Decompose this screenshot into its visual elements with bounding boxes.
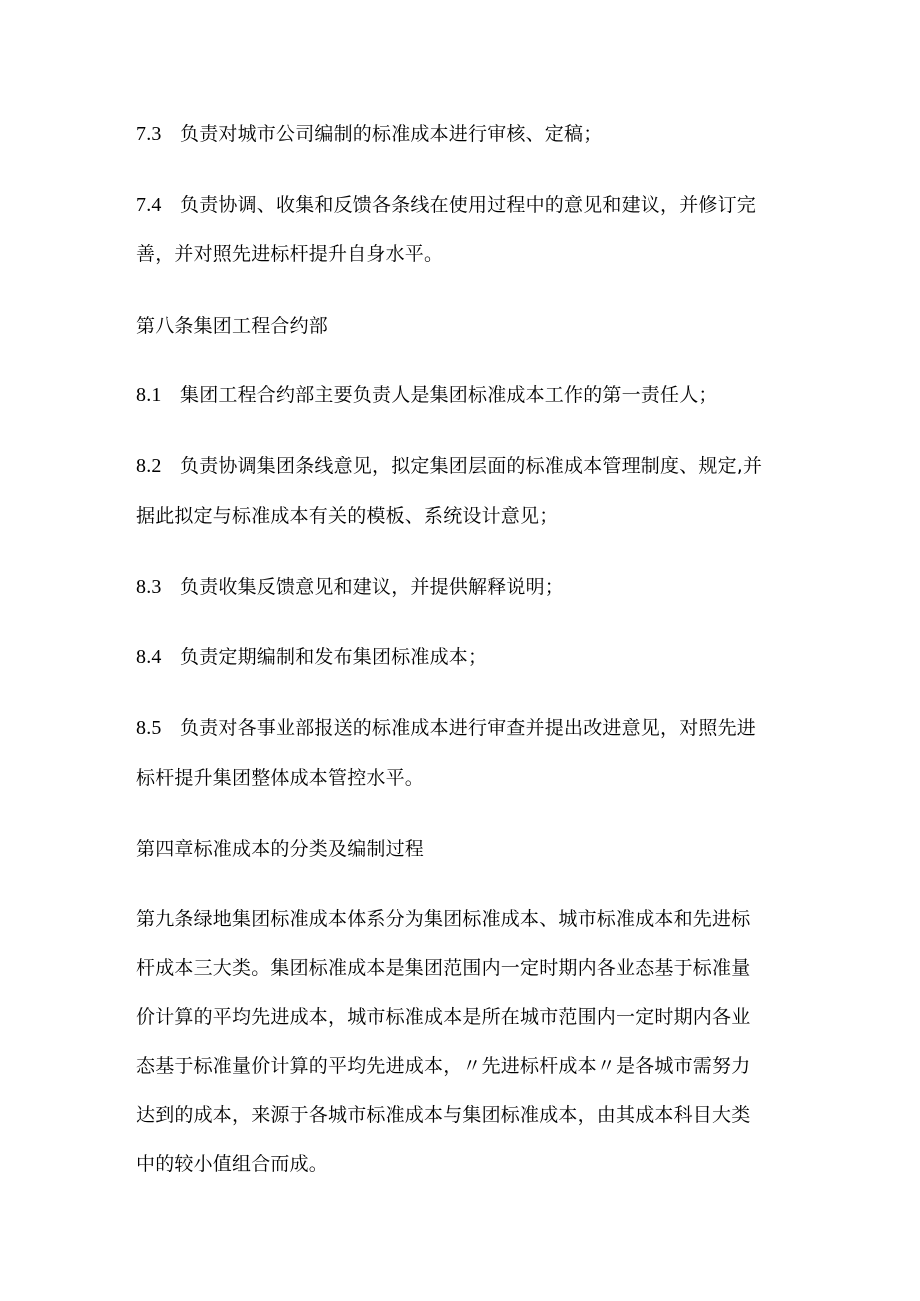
paragraph-text: 达到的成本，来源于各城市标准成本与集团标准成本，由其成本科目大类 [136,1104,751,1126]
paragraph-line [136,955,796,981]
item-7-4 [136,192,796,218]
item-text: 负责收集反馈意见和建议，并提供解释说明； [180,576,565,598]
item-8-5 [136,715,796,741]
item-text: 负责对城市公司编制的标准成本进行审核、定稿； [180,123,603,145]
item-number: 8.5 [136,717,162,739]
paragraph-text: 第九条绿地集团标准成本体系分为集团标准成本、城市标准成本和先进标 [136,908,751,930]
item-text: 善，并对照先进标杆提升自身水平。 [136,243,444,265]
paragraph-text: 中的较小值组合而成。 [136,1153,329,1175]
item-8-3 [136,574,796,600]
heading-text: 第八条集团工程合约部 [136,315,329,337]
paragraph-line [136,1102,796,1128]
paragraph-text: 态基于标准量价计算的平均先进成本，〃先进标杆成本〃是各城市需努力 [136,1055,751,1077]
item-8-2-continued [136,503,796,529]
item-text: 负责协调集团条线意见，拟定集团层面的标准成本管理制度、规定,并 [180,455,763,477]
item-number: 7.4 [136,194,162,216]
paragraph-line [136,1151,796,1177]
heading-text: 第四章标准成本的分类及编制过程 [136,838,425,860]
item-number: 8.1 [136,384,162,406]
item-text: 据此拟定与标准成本有关的模板、系统设计意见； [136,505,559,527]
paragraph-text: 价计算的平均先进成本，城市标准成本是所在城市范围内一定时期内各业 [136,1006,751,1028]
item-number: 8.2 [136,455,162,477]
item-text: 负责协调、收集和反馈各条线在使用过程中的意见和建议，并修订完 [180,194,757,216]
item-8-2 [136,453,796,479]
paragraph-line [136,1053,796,1079]
paragraph-line [136,1004,796,1030]
item-number: 7.3 [136,123,162,145]
item-number: 8.4 [136,646,162,668]
item-7-4-continued [136,241,796,267]
item-text: 负责定期编制和发布集团标准成本； [180,646,488,668]
paragraph-text: 杆成本三大类。集团标准成本是集团范围内一定时期内各业态基于标准量 [136,957,751,979]
item-number: 8.3 [136,576,162,598]
item-text: 集团工程合约部主要负责人是集团标准成本工作的第一责任人； [180,384,718,406]
item-text: 负责对各事业部报送的标准成本进行审查并提出改进意见，对照先进 [180,717,757,739]
item-8-4 [136,644,796,670]
chapter-heading-4 [136,836,796,862]
item-8-1 [136,382,796,408]
paragraph-line [136,906,796,932]
item-7-3 [136,121,796,147]
item-text: 标杆提升集团整体成本管控水平。 [136,767,425,789]
section-heading-article-8 [136,313,796,339]
item-8-5-continued [136,765,796,791]
